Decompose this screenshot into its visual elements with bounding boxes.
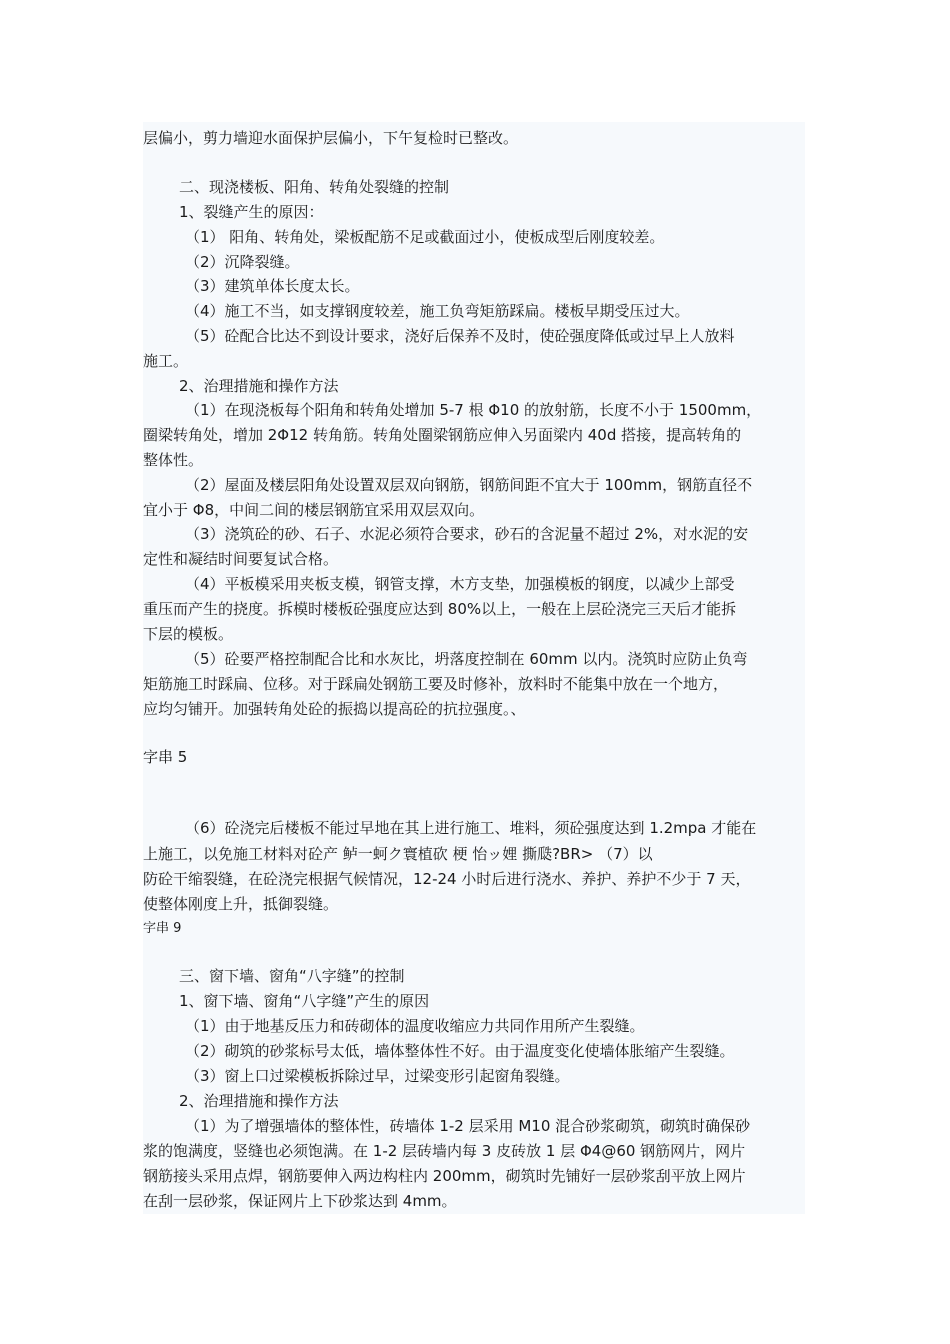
stray-text: 字串 5 [143,748,188,766]
text-line: 防砼干缩裂缝，在砼浇完根据气候情况，12-24 小时后进行浇水、养护、养护不少于 7 天， [143,870,751,888]
text-line: （3）建筑单体长度太长。 [185,277,360,295]
text-line: （2）屋面及楼层阳角处设置双层双向钢筋，钢筋间距不宜大于 100mm，钢筋直径不 [185,476,753,494]
text-line: （2）沉降裂缝。 [185,253,300,271]
text-line: 下层的模板。 [143,625,234,643]
text-line: （4）平板模采用夹板支模，钢管支撑，木方支垫，加强模板的钢度，以减少上部受 [185,575,735,593]
subsection-heading: 2、治理措施和操作方法 [179,1092,339,1110]
garbled-text-line: 上施工，以免施工材料对砼产 鲈一蚵ク寰植砍 梗 怡ッ娌 撕瓞?BR> （7）以 [143,845,653,863]
text-line: 重压而产生的挠度。拆模时楼板砼强度应达到 80%以上，一般在上层砼浇完三天后才能拆 [143,600,737,618]
text-line: （5）砼要严格控制配合比和水灰比，坍落度控制在 60mm 以内。浇筑时应防止负弯 [185,650,748,668]
subsection-heading: 2、治理措施和操作方法 [179,377,339,395]
text-line: 层偏小，剪力墙迎水面保护层偏小，下午复检时已整改。 [143,129,519,147]
text-line: （4）施工不当，如支撑钢度较差，施工负弯矩筋踩扁。楼板早期受压过大。 [185,302,690,320]
text-line: 钢筋接头采用点焊，钢筋要伸入两边构柱内 200mm，砌筑时先铺好一层砂浆刮平放上网片 [143,1167,746,1185]
text-line: 圈梁转角处，增加 2Φ12 转角筋。转角处圈梁钢筋应伸入另面梁内 40d 搭接，提高转角的 [143,426,742,444]
subsection-heading: 1、窗下墙、窗角“八字缝”产生的原因 [179,992,430,1010]
text-line: 浆的饱满度，竖缝也必须饱满。在 1-2 层砖墙内每 3 皮砖放 1 层 Φ4@60 钢筋网片，网片 [143,1142,746,1160]
subsection-heading: 1、裂缝产生的原因： [179,203,324,221]
text-line: （1）为了增强墙体的整体性，砖墙体 1-2 层采用 M10 混合砂浆砌筑，砌筑时确保砂 [185,1117,751,1135]
text-line: （5）砼配合比达不到设计要求，浇好后保养不及时，使砼强度降低或过早上人放料 [185,327,735,345]
text-line: 在刮一层砂浆，保证网片上下砂浆达到 4mm。 [143,1192,457,1210]
text-line: （6）砼浇完后楼板不能过早地在其上进行施工、堆料，须砼强度达到 1.2mpa 才能在 [185,819,757,837]
text-line: （1）由于地基反压力和砖砌体的温度收缩应力共同作用所产生裂缝。 [185,1017,645,1035]
text-line: 使整体刚度上升，抵御裂缝。 [143,895,339,913]
text-line: 整体性。 [143,451,204,469]
text-line: 施工。 [143,352,189,370]
text-line: 矩筋施工时踩扁、位移。对于踩扁处钢筋工要及时修补，放料时不能集中放在一个地方， [143,675,729,693]
text-line: 应均匀铺开。加强转角处砼的振捣以提高砼的抗拉强度。、 [143,700,526,718]
text-line: （3）窗上口过梁模板拆除过早，过梁变形引起窗角裂缝。 [185,1067,570,1085]
text-line: 定性和凝结时间要复试合格。 [143,550,339,568]
text-line: （1） 阳角、转角处，梁板配筋不足或截面过小，使板成型后刚度较差。 [185,228,665,246]
text-line: （1）在现浇板每个阳角和转角处增加 5-7 根 Φ10 的放射筋，长度不小于 1500mm， [185,401,762,419]
stray-text: 字串 9 [143,921,182,936]
section-heading: 二、现浇楼板、阳角、转角处裂缝的控制 [179,178,450,196]
text-line: 宜小于 Φ8，中间二间的楼层钢筋宜采用双层双向。 [143,501,485,519]
text-line: （2）砌筑的砂浆标号太低，墙体整体性不好。由于温度变化使墙体胀缩产生裂缝。 [185,1042,735,1060]
section-heading: 三、窗下墙、窗角“八字缝”的控制 [179,967,405,985]
text-line: （3）浇筑砼的砂、石子、水泥必须符合要求，砂石的含泥量不超过 2%，对水泥的安 [185,525,749,543]
